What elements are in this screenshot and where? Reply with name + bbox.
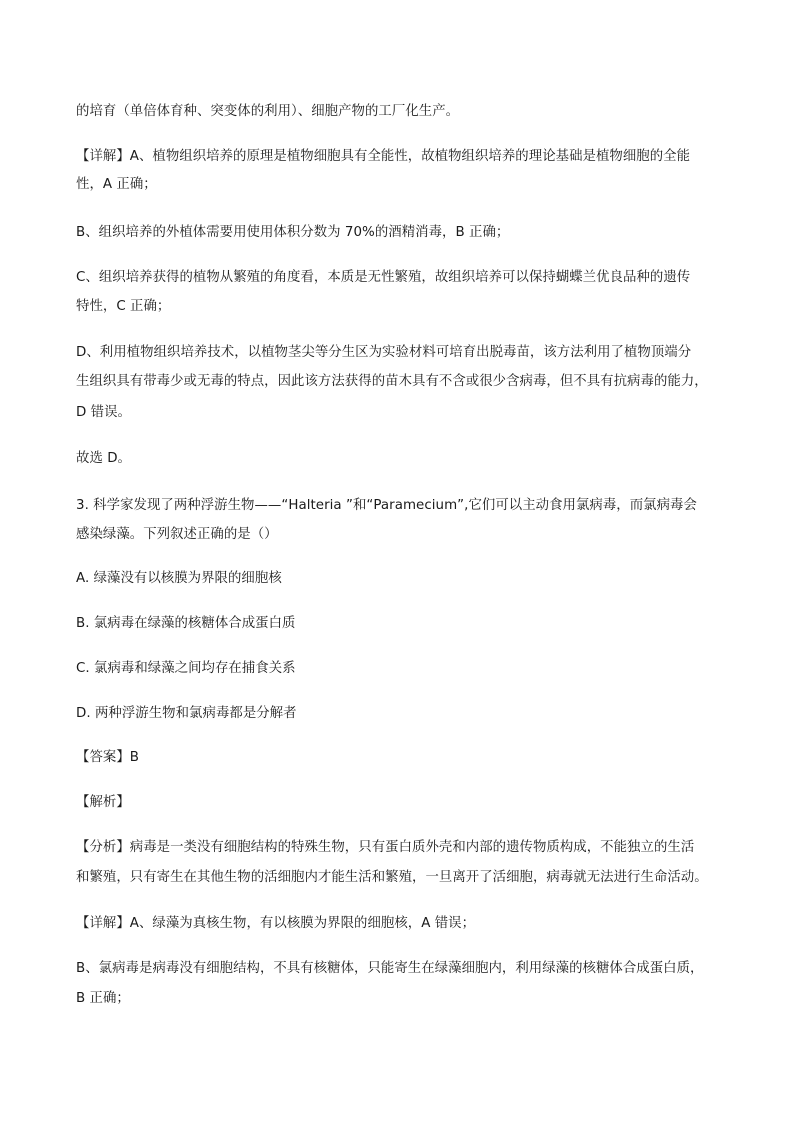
text-line: B、组织培养的外植体需要用使用体积分数为 70%的酒精消毒，B 正确；: [76, 225, 510, 240]
text-line: C、组织培养获得的植物从繁殖的角度看，本质是无性繁殖，故组织培养可以保持蝴蝶兰优良品种的遗传: [76, 270, 691, 285]
text-line: 【详解】A、植物组织培养的原理是植物细胞具有全能性，故植物组织培养的理论基础是植物细胞的全能: [76, 149, 691, 164]
text-line: 特性，C 正确；: [76, 299, 171, 314]
answer: 【答案】B: [76, 750, 139, 765]
text-line: B 正确；: [76, 991, 130, 1006]
text-line: 故选 D。: [76, 451, 131, 466]
option-a: A. 绿藻没有以核膜为界限的细胞核: [76, 571, 282, 586]
text-line: 的培育（单倍体育种、突变体的利用）、细胞产物的工厂化生产。: [76, 104, 460, 119]
text-line: B、氯病毒是病毒没有细胞结构，不具有核糖体，只能寄生在绿藻细胞内，利用绿藻的核糖体合成蛋白质，: [76, 961, 704, 976]
text-line: 生组织具有带毒少或无毒的特点，因此该方法获得的苗木具有不含或很少含病毒，但不具有抗病毒的能力，: [76, 374, 708, 389]
text-line: 和繁殖，只有寄生在其他生物的活细胞内才能生活和繁殖，一旦离开了活细胞，病毒就无法进行生命活动。: [76, 870, 708, 885]
text-line: 【详解】A、绿藻为真核生物，有以核膜为界限的细胞核，A 错误；: [76, 916, 476, 931]
option-d: D. 两种浮游生物和氯病毒都是分解者: [76, 706, 297, 721]
text-line: D 错误。: [76, 405, 131, 420]
question-stem: 感染绿藻。下列叙述正确的是（）: [76, 527, 278, 542]
text-line: 性，A 正确；: [76, 177, 157, 192]
text-line: 【分析】病毒是一类没有细胞结构的特殊生物，只有蛋白质外壳和内部的遗传物质构成，不能独立的生活: [76, 840, 695, 855]
option-c: C. 氯病毒和绿藻之间均存在捕食关系: [76, 661, 296, 676]
analysis-heading: 【解析】: [76, 795, 130, 810]
option-b: B. 氯病毒在绿藻的核糖体合成蛋白质: [76, 616, 296, 631]
text-line: D、利用植物组织培养技术，以植物茎尖等分生区为实验材料可培育出脱毒苗，该方法利用了植物顶端分: [76, 345, 692, 360]
question-stem: 3. 科学家发现了两种浮游生物——“Halteria ”和“Paramecium”,它们可以主动食用氯病毒，而氯病毒会: [76, 498, 697, 513]
